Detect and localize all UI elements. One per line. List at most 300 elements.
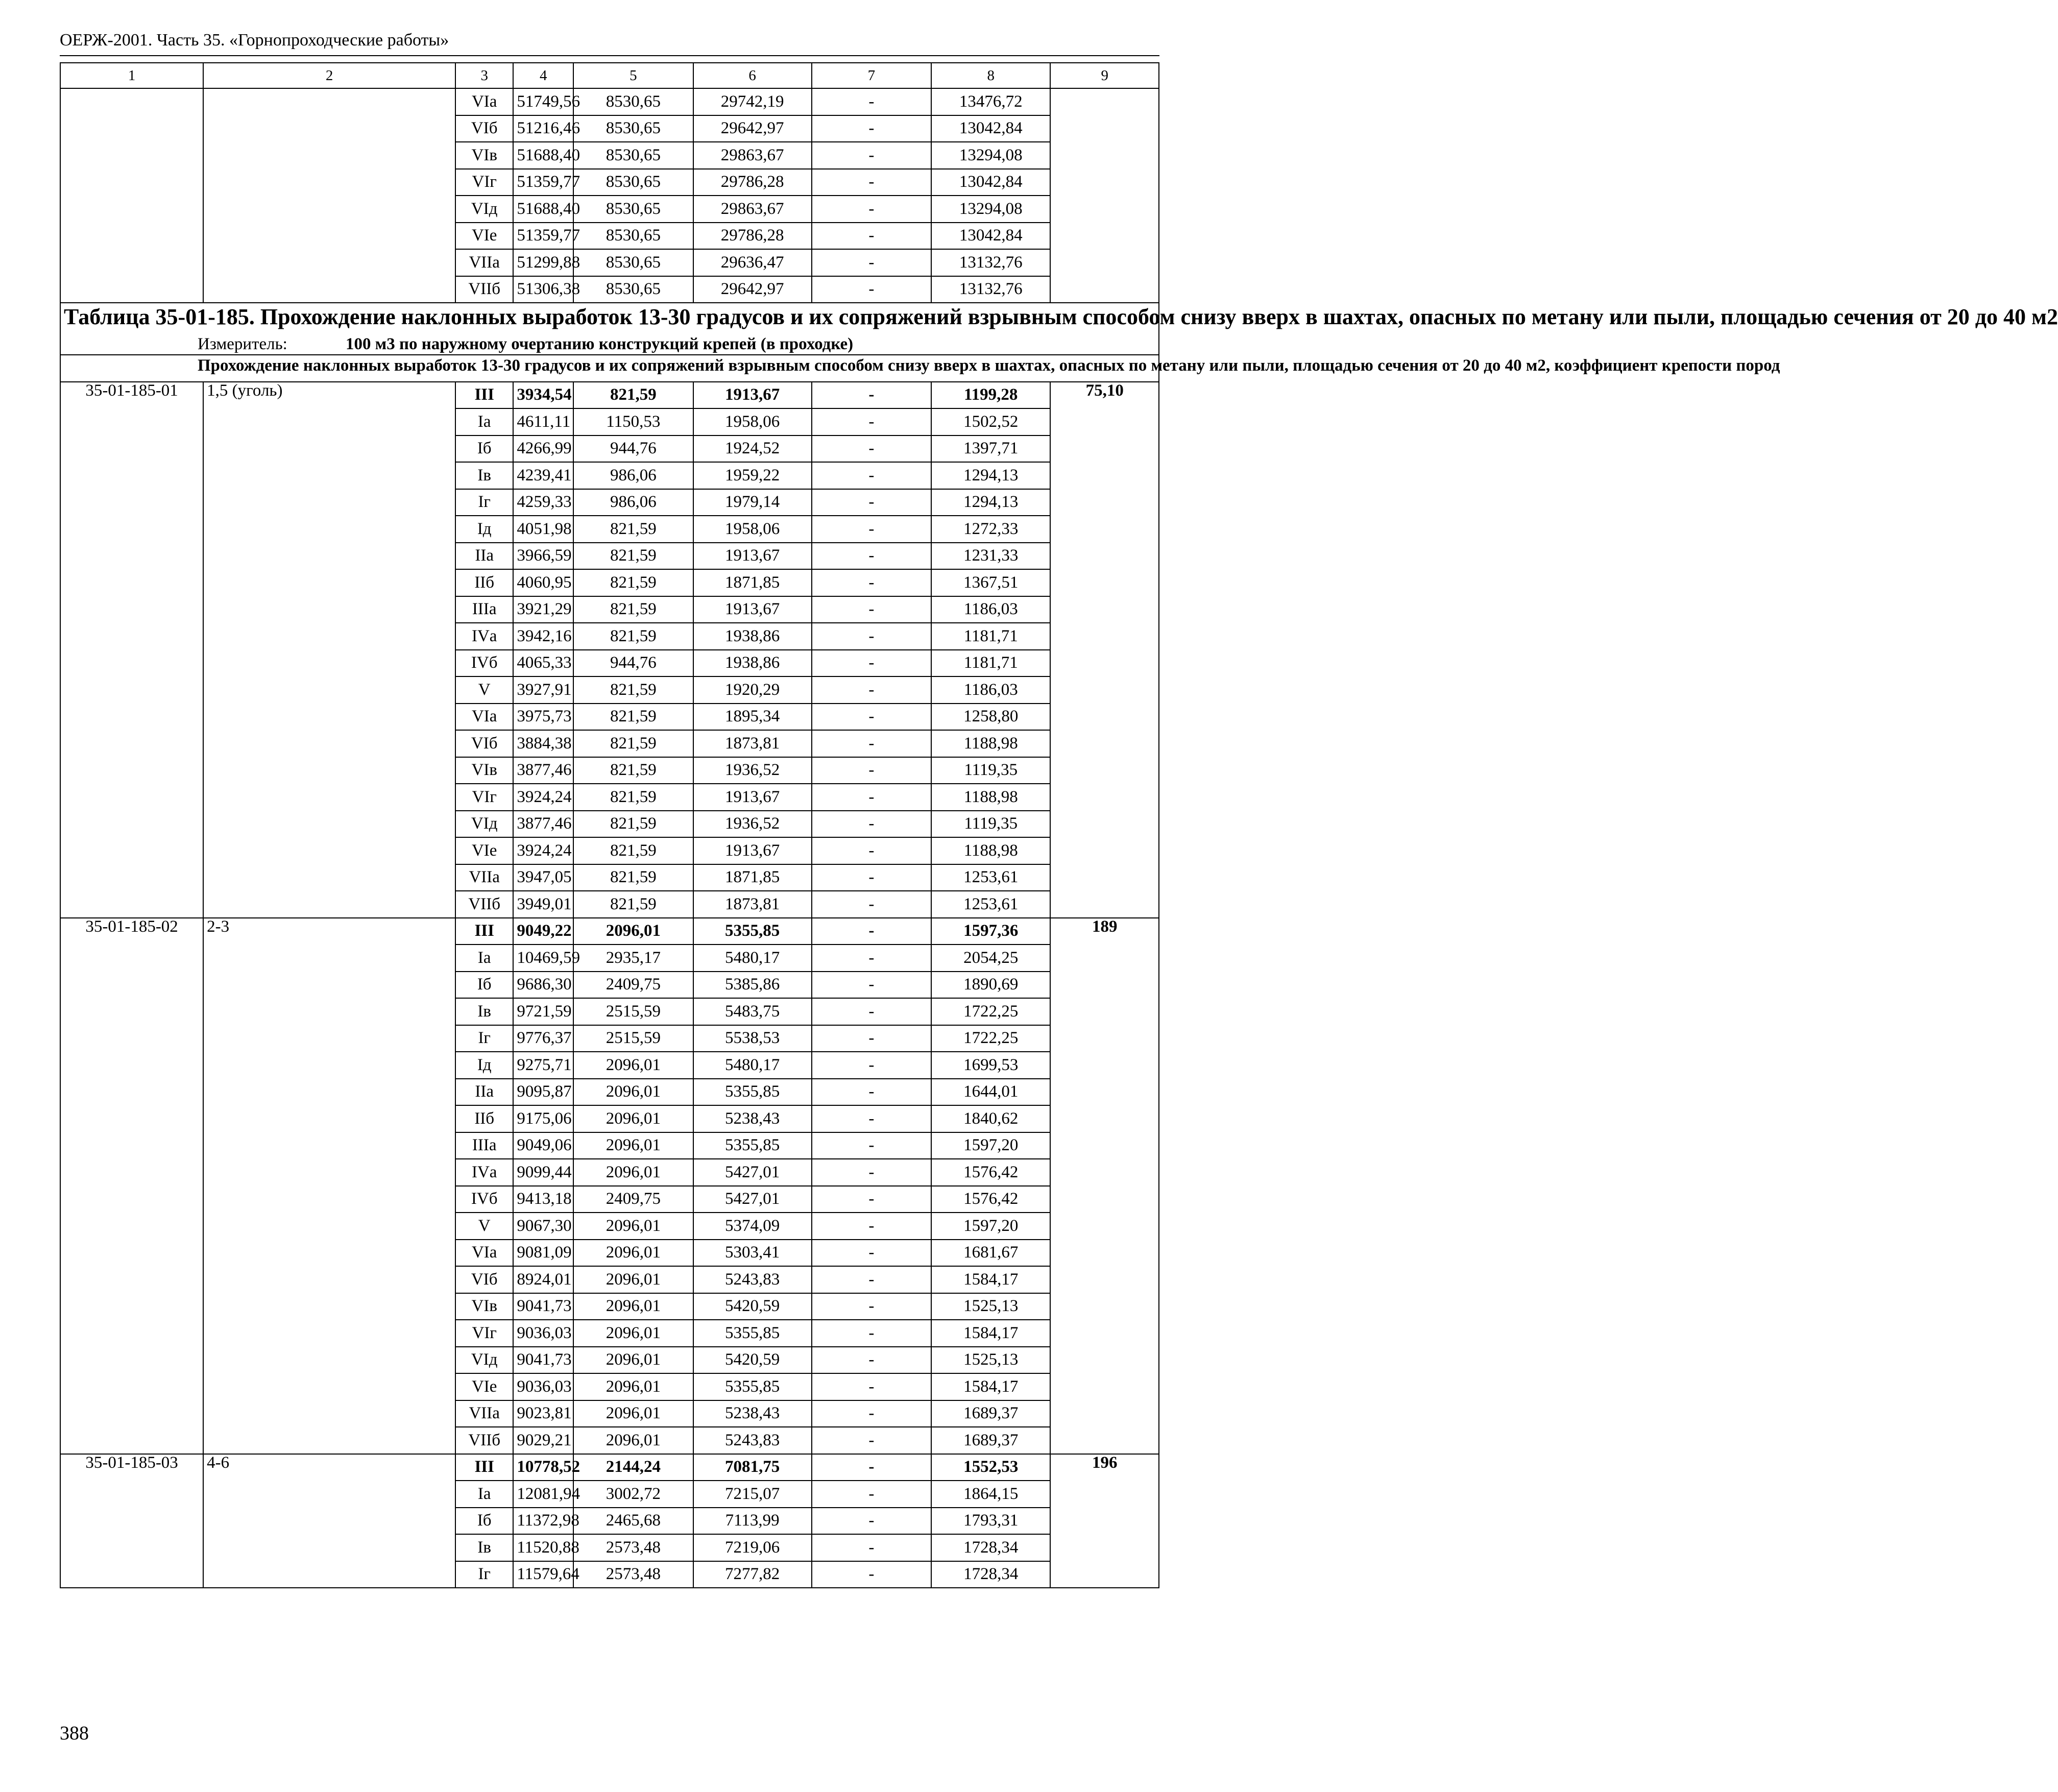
value-cell: 1728,34 bbox=[931, 1561, 1050, 1588]
value-cell: VIд bbox=[455, 811, 513, 838]
page-number: 388 bbox=[60, 1723, 89, 1744]
value-cell: 1181,71 bbox=[931, 623, 1050, 650]
value-cell: VIг bbox=[455, 169, 513, 196]
value-cell: 821,59 bbox=[573, 730, 693, 757]
value-cell: Iа bbox=[455, 408, 513, 435]
value-cell: 1958,06 bbox=[693, 408, 812, 435]
item-hardness: 2-3 bbox=[203, 918, 455, 1454]
value-cell: 29863,67 bbox=[693, 196, 812, 223]
value-cell: - bbox=[812, 516, 931, 543]
value-cell: - bbox=[812, 1293, 931, 1320]
value-cell: 3949,01 bbox=[513, 891, 573, 918]
value-cell: 5238,43 bbox=[693, 1105, 812, 1132]
value-cell: 9081,09 bbox=[513, 1240, 573, 1267]
value-cell: VIг bbox=[455, 784, 513, 811]
value-cell: Iб bbox=[455, 435, 513, 463]
empty-hardness-cell bbox=[203, 88, 455, 303]
value-cell: 986,06 bbox=[573, 489, 693, 516]
value-cell: 1294,13 bbox=[931, 462, 1050, 489]
value-cell: 986,06 bbox=[573, 462, 693, 489]
value-cell: 5355,85 bbox=[693, 918, 812, 945]
value-cell: 1840,62 bbox=[931, 1105, 1050, 1132]
value-cell: Iд bbox=[455, 516, 513, 543]
value-cell: 8530,65 bbox=[573, 276, 693, 303]
value-cell: 1525,13 bbox=[931, 1293, 1050, 1320]
value-cell: Iа bbox=[455, 945, 513, 972]
value-cell: 1890,69 bbox=[931, 972, 1050, 999]
value-cell: - bbox=[812, 169, 931, 196]
value-cell: 29642,97 bbox=[693, 276, 812, 303]
value-cell: 1913,67 bbox=[693, 382, 812, 409]
value-cell: 2573,48 bbox=[573, 1534, 693, 1561]
value-cell: 2096,01 bbox=[573, 1132, 693, 1159]
value-cell: 2096,01 bbox=[573, 918, 693, 945]
value-cell: 821,59 bbox=[573, 811, 693, 838]
value-cell: 29642,97 bbox=[693, 115, 812, 142]
item-code: 35-01-185-03 bbox=[60, 1454, 203, 1588]
value-cell: - bbox=[812, 596, 931, 623]
value-cell: 5243,83 bbox=[693, 1427, 812, 1454]
value-cell: 7113,99 bbox=[693, 1508, 812, 1535]
value-cell: 1597,20 bbox=[931, 1213, 1050, 1240]
value-cell: - bbox=[812, 489, 931, 516]
value-cell: - bbox=[812, 1561, 931, 1588]
value-cell: 821,59 bbox=[573, 382, 693, 409]
table-row bbox=[60, 1454, 1159, 1481]
value-cell: 5538,53 bbox=[693, 1025, 812, 1052]
meter-value: 100 м3 по наружному очертанию конструкций крепей (в проходке) bbox=[346, 335, 854, 353]
value-cell: 1689,37 bbox=[931, 1400, 1050, 1427]
value-cell: 1958,06 bbox=[693, 516, 812, 543]
item-hardness: 4-6 bbox=[203, 1454, 455, 1588]
value-cell: VIIб bbox=[455, 276, 513, 303]
value-cell: 821,59 bbox=[573, 864, 693, 891]
value-cell: 2515,59 bbox=[573, 998, 693, 1025]
value-cell: 8530,65 bbox=[573, 196, 693, 223]
column-number: 6 bbox=[693, 63, 812, 88]
value-cell: 51216,46 bbox=[513, 115, 573, 142]
value-cell: - bbox=[812, 1079, 931, 1106]
value-cell: 1864,15 bbox=[931, 1481, 1050, 1508]
value-cell: 11372,98 bbox=[513, 1508, 573, 1535]
value-cell: 2054,25 bbox=[931, 945, 1050, 972]
value-cell: - bbox=[812, 1240, 931, 1267]
value-cell: VIв bbox=[455, 1293, 513, 1320]
value-cell: 2096,01 bbox=[573, 1105, 693, 1132]
value-cell: - bbox=[812, 784, 931, 811]
value-cell: 1644,01 bbox=[931, 1079, 1050, 1106]
value-cell: VIа bbox=[455, 1240, 513, 1267]
item-code: 35-01-185-01 bbox=[60, 382, 203, 918]
value-cell: - bbox=[812, 891, 931, 918]
value-cell: 5427,01 bbox=[693, 1159, 812, 1186]
value-cell: 821,59 bbox=[573, 676, 693, 704]
value-cell: 9067,30 bbox=[513, 1213, 573, 1240]
value-cell: 8530,65 bbox=[573, 142, 693, 169]
value-cell: 821,59 bbox=[573, 837, 693, 864]
value-cell: 8924,01 bbox=[513, 1266, 573, 1293]
value-cell: 2096,01 bbox=[573, 1373, 693, 1400]
value-cell: 4239,41 bbox=[513, 462, 573, 489]
value-cell: 1576,42 bbox=[931, 1186, 1050, 1213]
value-cell: 821,59 bbox=[573, 704, 693, 731]
value-cell: IIIа bbox=[455, 1132, 513, 1159]
value-cell: III bbox=[455, 918, 513, 945]
value-cell: 9275,71 bbox=[513, 1052, 573, 1079]
value-cell: 1681,67 bbox=[931, 1240, 1050, 1267]
value-cell: 13476,72 bbox=[931, 88, 1050, 115]
value-cell: - bbox=[812, 223, 931, 250]
value-cell: 2515,59 bbox=[573, 1025, 693, 1052]
value-cell: VIе bbox=[455, 1373, 513, 1400]
value-cell: 1699,53 bbox=[931, 1052, 1050, 1079]
value-cell: IIа bbox=[455, 1079, 513, 1106]
value-cell: 1959,22 bbox=[693, 462, 812, 489]
value-cell: 51688,40 bbox=[513, 142, 573, 169]
value-cell: IVа bbox=[455, 1159, 513, 1186]
value-cell: 3924,24 bbox=[513, 837, 573, 864]
column-number: 7 bbox=[812, 63, 931, 88]
value-cell: - bbox=[812, 757, 931, 784]
value-cell: 7277,82 bbox=[693, 1561, 812, 1588]
value-cell: 1938,86 bbox=[693, 623, 812, 650]
value-cell: Iд bbox=[455, 1052, 513, 1079]
value-cell: 1913,67 bbox=[693, 543, 812, 570]
value-cell: 29636,47 bbox=[693, 249, 812, 276]
value-cell: 4259,33 bbox=[513, 489, 573, 516]
value-cell: 11579,64 bbox=[513, 1561, 573, 1588]
table-row bbox=[60, 88, 1159, 115]
value-cell: VIIа bbox=[455, 1400, 513, 1427]
value-cell: 1576,42 bbox=[931, 1159, 1050, 1186]
column-number: 5 bbox=[573, 63, 693, 88]
value-cell: 13132,76 bbox=[931, 249, 1050, 276]
value-cell: 2144,24 bbox=[573, 1454, 693, 1481]
value-cell: 3927,91 bbox=[513, 676, 573, 704]
value-cell: - bbox=[812, 462, 931, 489]
value-cell: 1871,85 bbox=[693, 569, 812, 596]
value-cell: 13042,84 bbox=[931, 169, 1050, 196]
column-number: 1 bbox=[60, 63, 203, 88]
value-cell: 2096,01 bbox=[573, 1052, 693, 1079]
value-cell: 9036,03 bbox=[513, 1320, 573, 1347]
value-cell: - bbox=[812, 408, 931, 435]
value-cell: 29786,28 bbox=[693, 223, 812, 250]
meter-line bbox=[64, 334, 1155, 354]
table-title-row bbox=[60, 303, 1159, 355]
value-cell: 1728,34 bbox=[931, 1534, 1050, 1561]
value-cell: 8530,65 bbox=[573, 223, 693, 250]
value-cell: - bbox=[812, 945, 931, 972]
value-cell: - bbox=[812, 704, 931, 731]
value-cell: 5238,43 bbox=[693, 1400, 812, 1427]
value-cell: 9049,22 bbox=[513, 918, 573, 945]
value-cell: - bbox=[812, 972, 931, 999]
value-cell: 1181,71 bbox=[931, 650, 1050, 677]
value-cell: - bbox=[812, 1400, 931, 1427]
column-number: 8 bbox=[931, 63, 1050, 88]
value-cell: 821,59 bbox=[573, 757, 693, 784]
value-cell: 3921,29 bbox=[513, 596, 573, 623]
value-cell: V bbox=[455, 1213, 513, 1240]
value-cell: Iг bbox=[455, 1561, 513, 1588]
value-cell: - bbox=[812, 864, 931, 891]
value-cell: 1895,34 bbox=[693, 704, 812, 731]
value-cell: 1188,98 bbox=[931, 730, 1050, 757]
value-cell: VIа bbox=[455, 704, 513, 731]
value-cell: - bbox=[812, 1373, 931, 1400]
value-cell: 1873,81 bbox=[693, 891, 812, 918]
value-cell: 1272,33 bbox=[931, 516, 1050, 543]
value-cell: V bbox=[455, 676, 513, 704]
value-cell: 4065,33 bbox=[513, 650, 573, 677]
header-rule bbox=[60, 55, 1159, 56]
value-cell: 9413,18 bbox=[513, 1186, 573, 1213]
empty-code-cell bbox=[60, 88, 203, 303]
value-cell: VIб bbox=[455, 115, 513, 142]
value-cell: - bbox=[812, 382, 931, 409]
value-cell: 2096,01 bbox=[573, 1240, 693, 1267]
value-cell: VIIа bbox=[455, 864, 513, 891]
value-cell: 13042,84 bbox=[931, 223, 1050, 250]
value-cell: 2465,68 bbox=[573, 1508, 693, 1535]
column-number: 4 bbox=[513, 63, 573, 88]
value-cell: - bbox=[812, 1534, 931, 1561]
value-cell: 1913,67 bbox=[693, 784, 812, 811]
value-cell: 11520,88 bbox=[513, 1534, 573, 1561]
value-cell: IVб bbox=[455, 650, 513, 677]
value-cell: III bbox=[455, 382, 513, 409]
value-cell: IIIа bbox=[455, 596, 513, 623]
value-cell: 9029,21 bbox=[513, 1427, 573, 1454]
value-cell: 12081,94 bbox=[513, 1481, 573, 1508]
value-cell: 1186,03 bbox=[931, 676, 1050, 704]
value-cell: - bbox=[812, 569, 931, 596]
value-cell: 1924,52 bbox=[693, 435, 812, 463]
value-cell: 9049,06 bbox=[513, 1132, 573, 1159]
value-cell: 944,76 bbox=[573, 435, 693, 463]
value-cell: 1150,53 bbox=[573, 408, 693, 435]
value-cell: 2096,01 bbox=[573, 1213, 693, 1240]
value-cell: - bbox=[812, 1508, 931, 1535]
value-cell: - bbox=[812, 1454, 931, 1481]
table-title-cell bbox=[60, 303, 2058, 355]
value-cell: 3877,46 bbox=[513, 811, 573, 838]
value-cell: 1119,35 bbox=[931, 811, 1050, 838]
column-number: 3 bbox=[455, 63, 513, 88]
value-cell: 13042,84 bbox=[931, 115, 1050, 142]
value-cell: 821,59 bbox=[573, 623, 693, 650]
value-cell: VIб bbox=[455, 1266, 513, 1293]
value-cell: 8530,65 bbox=[573, 88, 693, 115]
value-cell: 1367,51 bbox=[931, 569, 1050, 596]
value-cell: - bbox=[812, 249, 931, 276]
value-cell: VIIа bbox=[455, 249, 513, 276]
value-cell: 29786,28 bbox=[693, 169, 812, 196]
value-cell: 1979,14 bbox=[693, 489, 812, 516]
value-cell: 1584,17 bbox=[931, 1320, 1050, 1347]
value-cell: VIд bbox=[455, 196, 513, 223]
value-cell: 9041,73 bbox=[513, 1347, 573, 1374]
value-cell: 51306,38 bbox=[513, 276, 573, 303]
value-cell: 9095,87 bbox=[513, 1079, 573, 1106]
value-cell: Iа bbox=[455, 1481, 513, 1508]
value-cell: Iв bbox=[455, 1534, 513, 1561]
running-header: ОЕРЖ-2001. Часть 35. «Горнопроходческие работы» bbox=[60, 31, 449, 50]
value-cell: - bbox=[812, 623, 931, 650]
value-cell: 1913,67 bbox=[693, 837, 812, 864]
value-cell: 5303,41 bbox=[693, 1240, 812, 1267]
value-cell: 1936,52 bbox=[693, 757, 812, 784]
value-cell: 2096,01 bbox=[573, 1427, 693, 1454]
value-cell: 2096,01 bbox=[573, 1079, 693, 1106]
value-cell: 1584,17 bbox=[931, 1266, 1050, 1293]
value-cell: 1525,13 bbox=[931, 1347, 1050, 1374]
value-cell: 3934,54 bbox=[513, 382, 573, 409]
value-cell: 3975,73 bbox=[513, 704, 573, 731]
value-cell: 8530,65 bbox=[573, 249, 693, 276]
value-cell: 2096,01 bbox=[573, 1293, 693, 1320]
value-cell: 1871,85 bbox=[693, 864, 812, 891]
value-cell: Iг bbox=[455, 489, 513, 516]
value-cell: 1502,52 bbox=[931, 408, 1050, 435]
value-cell: - bbox=[812, 811, 931, 838]
meter-label: Измеритель: bbox=[198, 335, 287, 353]
value-cell: - bbox=[812, 918, 931, 945]
value-cell: - bbox=[812, 1159, 931, 1186]
value-cell: 9175,06 bbox=[513, 1105, 573, 1132]
item-code: 35-01-185-02 bbox=[60, 918, 203, 1454]
value-cell: 1188,98 bbox=[931, 784, 1050, 811]
item-price: 189 bbox=[1050, 918, 1159, 1454]
value-cell: - bbox=[812, 1427, 931, 1454]
value-cell: VIе bbox=[455, 223, 513, 250]
value-cell: 2096,01 bbox=[573, 1320, 693, 1347]
value-cell: 5355,85 bbox=[693, 1320, 812, 1347]
value-cell: 1873,81 bbox=[693, 730, 812, 757]
value-cell: Iб bbox=[455, 972, 513, 999]
value-cell: VIа bbox=[455, 88, 513, 115]
value-cell: 1920,29 bbox=[693, 676, 812, 704]
value-cell: 1913,67 bbox=[693, 596, 812, 623]
table-title: Таблица 35-01-185. Прохождение наклонных выработок 13-30 градусов и их сопряжений взрывным способом снизу вверх в шахтах, опасных по метану или пыли, площадью сечения от 20 до 40 м2 bbox=[64, 304, 2058, 329]
value-cell: 10778,52 bbox=[513, 1454, 573, 1481]
value-cell: 5480,17 bbox=[693, 1052, 812, 1079]
value-cell: VIв bbox=[455, 142, 513, 169]
value-cell: Iб bbox=[455, 1508, 513, 1535]
value-cell: 5420,59 bbox=[693, 1347, 812, 1374]
value-cell: - bbox=[812, 196, 931, 223]
value-cell: VIе bbox=[455, 837, 513, 864]
value-cell: 13294,08 bbox=[931, 142, 1050, 169]
value-cell: 2409,75 bbox=[573, 1186, 693, 1213]
value-cell: - bbox=[812, 1105, 931, 1132]
value-cell: 1689,37 bbox=[931, 1427, 1050, 1454]
norms-table bbox=[60, 62, 2058, 1588]
value-cell: - bbox=[812, 543, 931, 570]
column-number: 9 bbox=[1050, 63, 1159, 88]
table-row bbox=[60, 918, 1159, 945]
value-cell: 2935,17 bbox=[573, 945, 693, 972]
value-cell: Iв bbox=[455, 998, 513, 1025]
value-cell: VIв bbox=[455, 757, 513, 784]
value-cell: IVб bbox=[455, 1186, 513, 1213]
value-cell: 51359,77 bbox=[513, 223, 573, 250]
value-cell: III bbox=[455, 1454, 513, 1481]
value-cell: IIб bbox=[455, 569, 513, 596]
description-text: Прохождение наклонных выработок 13-30 градусов и их сопряжений взрывным способом снизу вверх в шахтах, опасных по метану или пыли, площадью сечения от 20 до 40 м2, коэффициент крепости пород bbox=[198, 356, 1780, 375]
value-cell: 4060,95 bbox=[513, 569, 573, 596]
value-cell: 7215,07 bbox=[693, 1481, 812, 1508]
value-cell: 51749,56 bbox=[513, 88, 573, 115]
value-cell: - bbox=[812, 1347, 931, 1374]
value-cell: 5480,17 bbox=[693, 945, 812, 972]
value-cell: VIд bbox=[455, 1347, 513, 1374]
value-cell: 1258,80 bbox=[931, 704, 1050, 731]
value-cell: 9776,37 bbox=[513, 1025, 573, 1052]
value-cell: 5427,01 bbox=[693, 1186, 812, 1213]
value-cell: 2573,48 bbox=[573, 1561, 693, 1588]
value-cell: 1552,53 bbox=[931, 1454, 1050, 1481]
value-cell: IIа bbox=[455, 543, 513, 570]
value-cell: Iг bbox=[455, 1025, 513, 1052]
value-cell: 1119,35 bbox=[931, 757, 1050, 784]
value-cell: IIб bbox=[455, 1105, 513, 1132]
value-cell: 9721,59 bbox=[513, 998, 573, 1025]
value-cell: 821,59 bbox=[573, 784, 693, 811]
table-body bbox=[60, 63, 2058, 1588]
value-cell: 1231,33 bbox=[931, 543, 1050, 570]
value-cell: 13132,76 bbox=[931, 276, 1050, 303]
value-cell: - bbox=[812, 435, 931, 463]
value-cell: 4611,11 bbox=[513, 408, 573, 435]
value-cell: - bbox=[812, 1481, 931, 1508]
value-cell: 5355,85 bbox=[693, 1079, 812, 1106]
value-cell: 9041,73 bbox=[513, 1293, 573, 1320]
value-cell: - bbox=[812, 1052, 931, 1079]
value-cell: 1722,25 bbox=[931, 1025, 1050, 1052]
value-cell: 3966,59 bbox=[513, 543, 573, 570]
value-cell: VIIб bbox=[455, 1427, 513, 1454]
value-cell: 51359,77 bbox=[513, 169, 573, 196]
value-cell: 29863,67 bbox=[693, 142, 812, 169]
description-row bbox=[60, 355, 1159, 382]
value-cell: - bbox=[812, 837, 931, 864]
value-cell: 9099,44 bbox=[513, 1159, 573, 1186]
value-cell: 8530,65 bbox=[573, 115, 693, 142]
value-cell: - bbox=[812, 730, 931, 757]
column-number: 2 bbox=[203, 63, 455, 88]
value-cell: - bbox=[812, 998, 931, 1025]
value-cell: 1597,20 bbox=[931, 1132, 1050, 1159]
value-cell: 1722,25 bbox=[931, 998, 1050, 1025]
value-cell: - bbox=[812, 1213, 931, 1240]
value-cell: 1584,17 bbox=[931, 1373, 1050, 1400]
value-cell: 2096,01 bbox=[573, 1159, 693, 1186]
item-price: 75,10 bbox=[1050, 382, 1159, 918]
value-cell: - bbox=[812, 1266, 931, 1293]
value-cell: 51688,40 bbox=[513, 196, 573, 223]
value-cell: 3947,05 bbox=[513, 864, 573, 891]
value-cell: 3924,24 bbox=[513, 784, 573, 811]
value-cell: - bbox=[812, 1186, 931, 1213]
item-price: 196 bbox=[1050, 1454, 1159, 1588]
value-cell: 821,59 bbox=[573, 596, 693, 623]
value-cell: 1938,86 bbox=[693, 650, 812, 677]
value-cell: IVа bbox=[455, 623, 513, 650]
value-cell: 7081,75 bbox=[693, 1454, 812, 1481]
column-number-row bbox=[60, 63, 1159, 88]
